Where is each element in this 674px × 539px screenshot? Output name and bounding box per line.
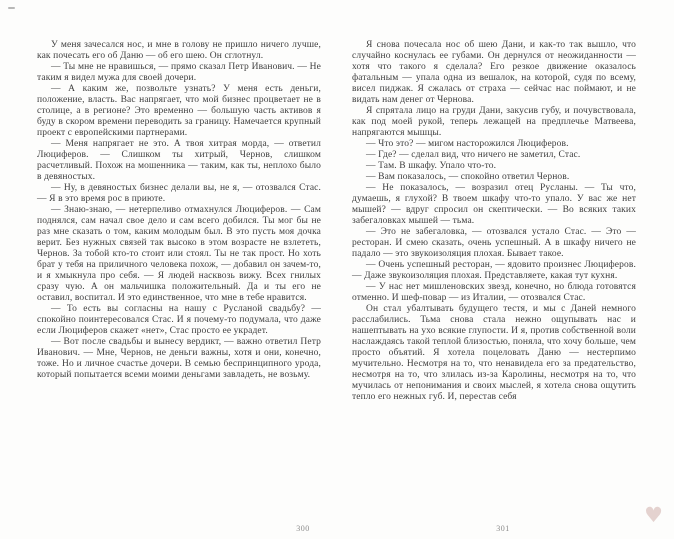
page-right xyxy=(352,40,636,403)
favorite-heart-icon[interactable]: ♥ xyxy=(644,503,663,527)
paragraph: — Вот после свадьбы и вынесу вердикт, — важно ответил Петр Иванович. — Мне, Чернов, не деньги важны, хотя и они, конечно, тоже. Но и личное счастье дочери. В семью беспринципного урода, который попытается всеми моими деньгами завладеть, не возьму. xyxy=(37,337,321,380)
top-left-dash xyxy=(8,7,15,9)
paragraph: — Ты мне не нравишься, — прямо сказал Петр Иванович. — Не таким я видел мужа для своей дочери. xyxy=(37,62,321,83)
paragraph: — У нас нет мишленовских звезд, конечно, но блюда готовятся отменно. И шеф-повар — из Италии, — отозвался Стас. xyxy=(352,282,636,303)
paragraph: — Меня напрягает не это. А твоя хитрая морда, — ответил Люциферов. — Слишком ты хитрый, Чернов, слишком расчетливый. Похож на мошенника — таким, как ты, неплохо было в девяностых. xyxy=(37,139,321,182)
page-right-text xyxy=(352,40,636,403)
paragraph: — Ну, в девяностых бизнес делали вы, не я, — отозвался Стас. — Я в это время рос в приюте. xyxy=(37,183,321,204)
page-left-text xyxy=(37,40,321,381)
paragraph: Он стал убалтывать будущего тестя, и мы с Даней немного расслабились. Тьма снова стала нежно ощупывать нас и нашептывать на ухо всякие глупости. И я, против собственной воли наслаждаясь такой теплой близостью, поняла, что хочу больше, чем просто объятий. Я хотела поцеловать Даню — нестерпимо мучительно. Несмотря на то, что ненавидела его за предательство, несмотря на то, что злилась из-за Каролины, несмотря на то, что мучилась от непонимания и своих мыслей, я хотела снова ощутить тепло его нежных губ. И, перестав себя xyxy=(352,304,636,402)
paragraph: — Не показалось, — возразил отец Русланы. — Ты что, думаешь, я глухой? В твоем шкафу что-то упало. У вас же нет мышей? — вдруг спросил он скептически. — Во всяких таких забегаловках мышей — тьма. xyxy=(352,183,636,226)
paragraph: — Где? — сделал вид, что ничего не заметил, Стас. xyxy=(366,150,581,160)
paragraph: Я спрятала лицо на груди Дани, закусив губу, и почувствовала, как под моей рукой, теперь лежащей на предплечье Матвеева, напрягаются мышцы. xyxy=(352,106,636,138)
paragraph: — Что это? — мигом насторожился Люциферов. xyxy=(366,139,569,149)
paragraph: — Это не забегаловка, — отозвался устало Стас. — Это — ресторан. И смею сказать, очень успешный. А в шкафу ничего не падало — это звукоизоляция плохая. Бывает такое. xyxy=(352,227,636,259)
paragraph: — Очень успешный ресторан, — ядовито произнес Люциферов. — Даже звукоизоляция плохая. Представляете, какая тут кухня. xyxy=(352,260,636,281)
paragraph: У меня зачесался нос, и мне в голову не пришло ничего лучше, как почесать его об Даню — об его шею. Он сглотнул. xyxy=(37,40,321,61)
paragraph: Я снова почесала нос об шею Дани, и как-то так вышло, что случайно коснулась ее губами. Он дернулся от неожиданности — хотя что такого я сделала? Его резкое движение оказалось фатальным — упала одна из вешалок, на которой, судя по всему, висел пиджак. Я сжалась от страха — сейчас нас поймают, и не видать нам денег от Чернова. xyxy=(352,40,636,105)
paragraph: — Там. В шкафу. Упало что-то. xyxy=(366,161,497,171)
paragraph: — А каким же, позвольте узнать? У меня есть деньги, положение, власть. Вас напрягает, что мой бизнес процветает не в столице, а в регионе? Это временно — большую часть активов я буду в скором времени переводить за границу. Намечается крупный проект с европейскими партнерами. xyxy=(37,84,321,138)
page-left xyxy=(37,40,321,381)
page-number-right: 301 xyxy=(496,524,510,533)
page-number-left: 300 xyxy=(296,524,310,533)
paragraph: — То есть вы согласны на нашу с Русланой свадьбу? — спокойно поинтересовался Стас. И я почему-то подумала, что даже если Люциферов скажет «нет», Стас просто ее украдет. xyxy=(37,304,321,336)
paragraph: — Знаю-знаю, — нетерпеливо отмахнулся Люциферов. — Сам поднялся, сам начал свое дело и сам всего добился. Ты мог бы не раз мне сказать о том, каким молодым был. В это пусть моя дочка верит. Без нужных связей так высоко в этом возрасте не взлететь, Чернов. За тобой кто-то стоит или стоял. Ты не так прост. Но хоть брат у тебя на приличного человека похож, — добавил он зачем-то, и я хмыкнула про себя. — Я людей насквозь вижу. Всех гнилых сразу чую. А он мальчишка положительный. Да и ты его не оставил, воспитал. И это единственное, что мне в тебе нравится. xyxy=(37,205,321,303)
paragraph: — Вам показалось, — спокойно ответил Чернов. xyxy=(366,172,570,182)
